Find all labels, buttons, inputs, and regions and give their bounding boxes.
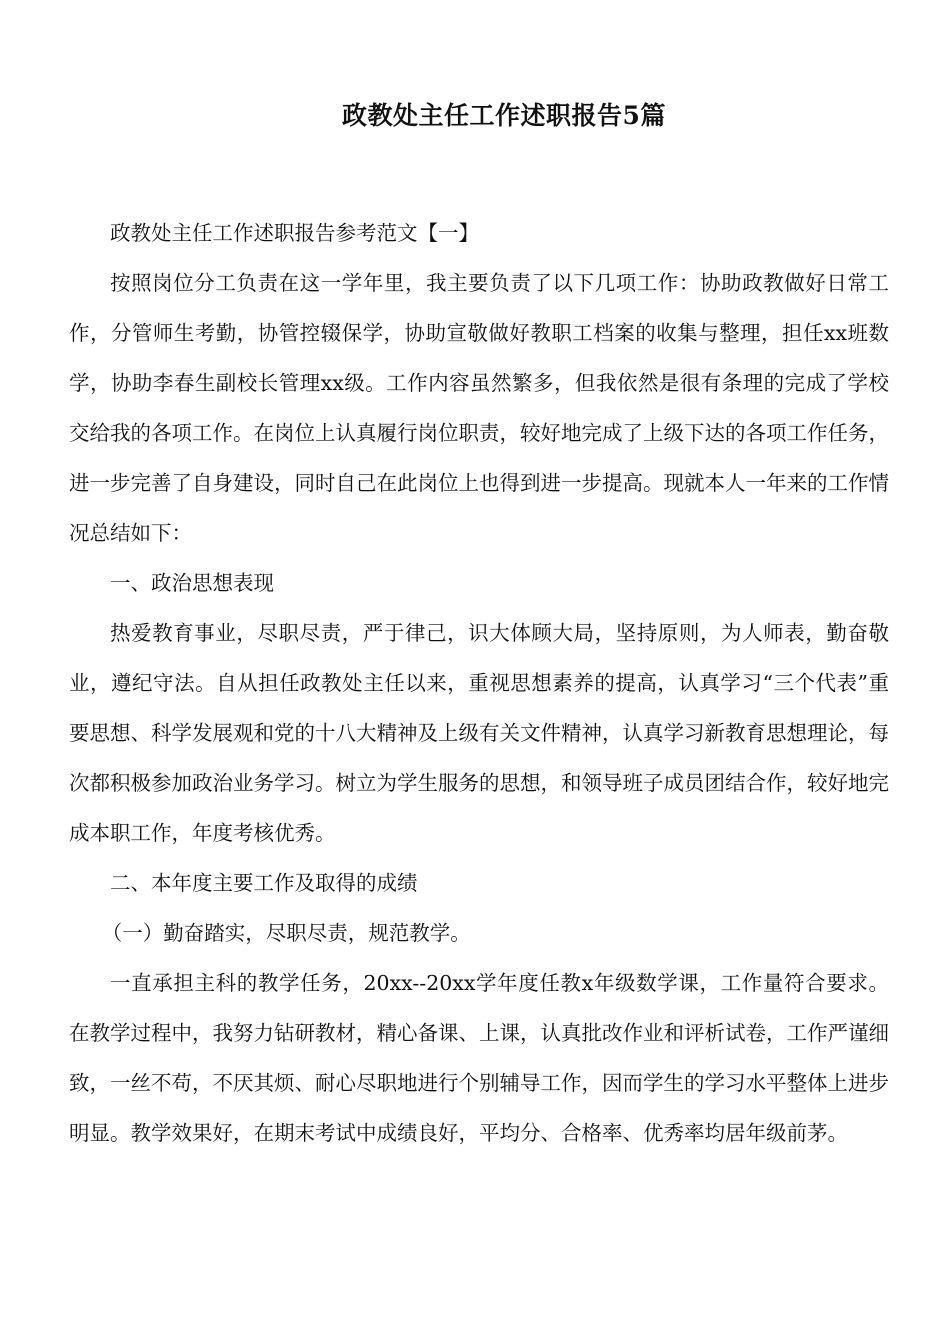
section-heading-achievements: 二、本年度主要工作及取得的成绩 (110, 871, 418, 895)
subsection-heading-teaching: （一）勤奋踏实，尽职尽责，规范教学。 (101, 921, 471, 945)
section-heading-political: 一、政治思想表现 (110, 571, 274, 595)
paragraph-intro: 按照岗位分工负责在这一学年里，我主要负责了以下几项工作：协助政教做好日常工作，分管师生考勤，协管控辍保学，协助宣敬做好教职工档案的收集与整理，担任xx班数学，协助李春生副校长管理xx级。工作内容虽然繁多，但我依然是很有条理的完成了学校交给我的各项工作。在岗位上认真履行岗位职责，较好地完成了上级下达的各项工作任务，进一步完善了自身建设，同时自己在此岗位上也得到进一步提高。现就本人一年来的工作情况总结如下： (69, 271, 889, 545)
paragraph-teaching: 一直承担主科的教学任务，20xx--20xx学年度任教x年级数学课，工作量符合要求。在教学过程中，我努力钻研教材，精心备课、上课，认真批改作业和评析试卷，工作严谨细致，一丝不苟，不厌其烦、耐心尽职地进行个别辅导工作，因而学生的学习水平整体上进步明显。教学效果好，在期末考试中成绩良好，平均分、合格率、优秀率均居年级前茅。 (69, 971, 889, 1145)
document-body (69, 208, 889, 1158)
document-title: 政教处主任工作述职报告5篇 (342, 101, 666, 130)
paragraph-political: 热爱教育事业，尽职尽责，严于律己，识大体顾大局，坚持原则，为人师表，勤奋敬业，遵纪守法。自从担任政教处主任以来，重视思想素养的提高，认真学习“三个代表”重要思想、科学发展观和党的十八大精神及上级有关文件精神，认真学习新教育思想理论，每次都积极参加政治业务学习。树立为学生服务的思想，和领导班子成员团结合作，较好地完成本职工作，年度考核优秀。 (69, 621, 889, 845)
section-heading-fanwen-1: 政教处主任工作述职报告参考范文【一】 (110, 221, 479, 245)
